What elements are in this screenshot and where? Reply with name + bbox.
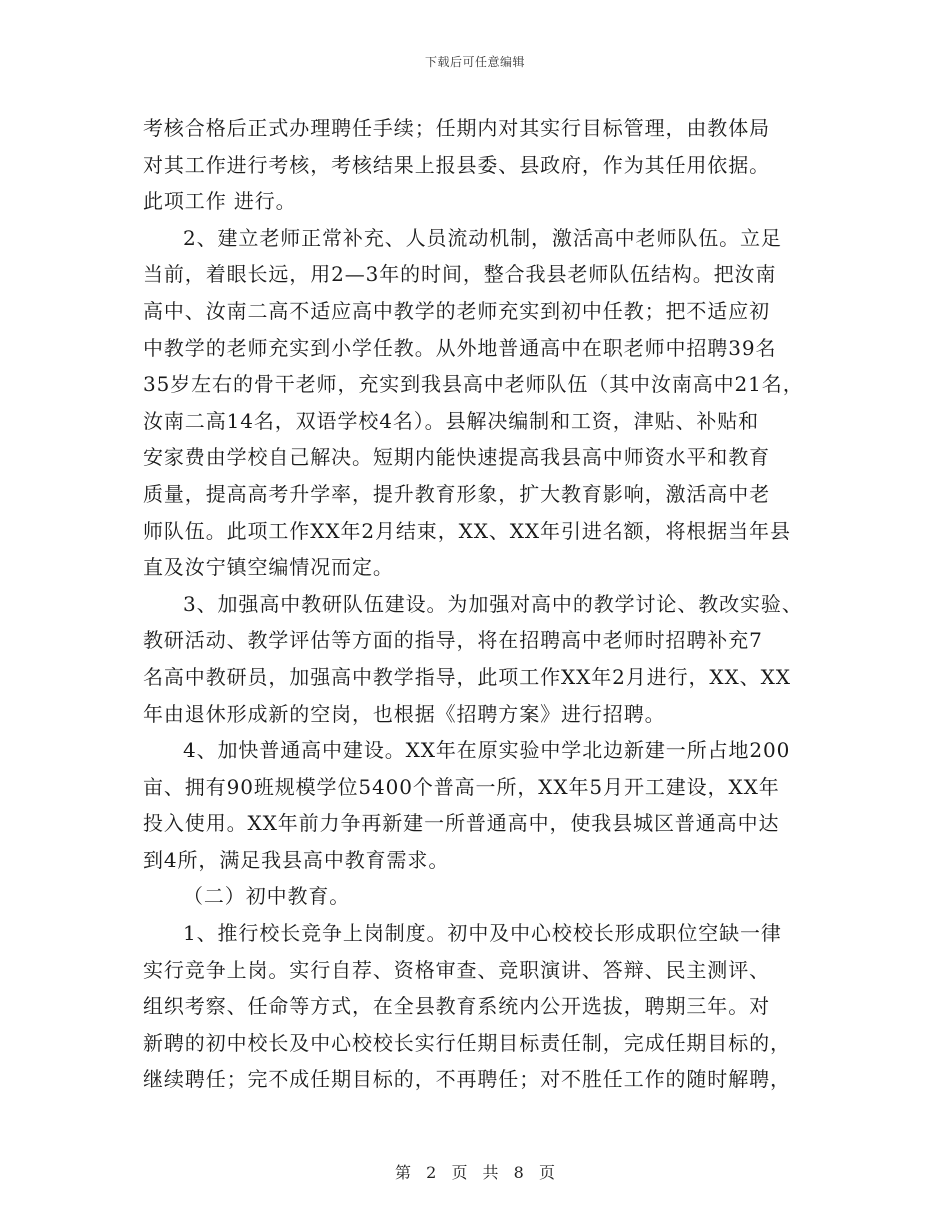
body-line: 年由退休形成新的空岗，也根据《招聘方案》进行招聘。: [143, 701, 666, 726]
body-line: 师队伍。此项工作XX年2月结束，XX、XX年引进名额，将根据当年县: [143, 518, 791, 543]
footer-total-label: 共: [482, 1163, 499, 1182]
body-line: 1、推行校长竞争上岗制度。初中及中心校校长形成职位空缺一律: [183, 921, 782, 946]
body-line: 2、建立老师正常补充、人员流动机制，激活高中老师队伍。立足: [183, 225, 782, 250]
page-header-note: 下载后可任意编辑: [424, 55, 525, 69]
footer-suffix: 页: [538, 1163, 555, 1182]
body-line: 亩、拥有90班规模学位5400个普高一所，XX年5月开工建设，XX年: [143, 774, 780, 799]
body-line: 汝南二高14名，双语学校4名）。县解决编制和工资，津贴、补贴和: [143, 408, 760, 433]
body-line: 直及汝宁镇空编情况而定。: [143, 555, 394, 580]
body-line: 3、加强高中教研队伍建设。为加强对高中的教学讨论、教改实验、: [183, 591, 803, 616]
body-line: 中教学的老师充实到小学任教。从外地普通高中在职老师中招聘39名: [143, 335, 777, 360]
body-line: 新聘的初中校长及中心校校长实行任期目标责任制，完成任期目标的，: [143, 1030, 791, 1055]
footer-prefix: 第: [395, 1163, 412, 1182]
body-line: 高中、汝南二高不适应高中教学的老师充实到初中任教；把不适应初: [143, 298, 770, 323]
body-line: 到4所，满足我县高中教育需求。: [143, 847, 450, 872]
body-line: （二）初中教育。: [183, 884, 351, 909]
body-line: 教研活动、教学评估等方面的指导，将在招聘高中老师时招聘补充7: [143, 628, 763, 653]
body-line: 考核合格后正式办理聘任手续；任期内对其实行目标管理，由教体局: [143, 116, 770, 140]
body-line: 35岁左右的骨干老师，充实到我县高中老师队伍（其中汝南高中21名，: [143, 372, 804, 397]
document-body: [143, 110, 823, 1098]
body-line: 此项工作 进行。: [143, 189, 297, 214]
body-line: 安家费由学校自己解决。短期内能快速提高我县高中师资水平和教育: [143, 445, 770, 470]
body-line: 继续聘任；完不成任期目标的，不再聘任；对不胜任工作的随时解聘，: [143, 1067, 791, 1092]
footer-total-pages: 8: [513, 1163, 524, 1182]
body-line: 对其工作进行考核，考核结果上报县委、县政府，作为其任用依据。: [143, 152, 770, 177]
body-line: 4、加快普通高中建设。XX年在原实验中学北边新建一所占地200: [183, 738, 791, 763]
page-footer: [0, 1160, 950, 1183]
footer-mid: 页: [451, 1163, 468, 1182]
body-line: 实行竞争上岗。实行自荐、资格审查、竞职演讲、答辩、民主测评、: [143, 957, 770, 982]
body-line: 名高中教研员，加强高中教学指导，此项工作XX年2月进行，XX、XX: [143, 664, 791, 689]
body-line: 质量，提高高考升学率，提升教育形象，扩大教育影响，激活高中老: [143, 481, 770, 506]
body-line: 投入使用。XX年前力争再新建一所普通高中，使我县城区普通高中达: [143, 811, 780, 836]
body-line: 当前，着眼长远，用2—3年的时间，整合我县老师队伍结构。把汝南: [143, 262, 777, 287]
footer-current-page: 2: [426, 1163, 437, 1182]
body-line: 组织考察、任命等方式，在全县教育系统内公开选拔，聘期三年。对: [143, 994, 770, 1019]
